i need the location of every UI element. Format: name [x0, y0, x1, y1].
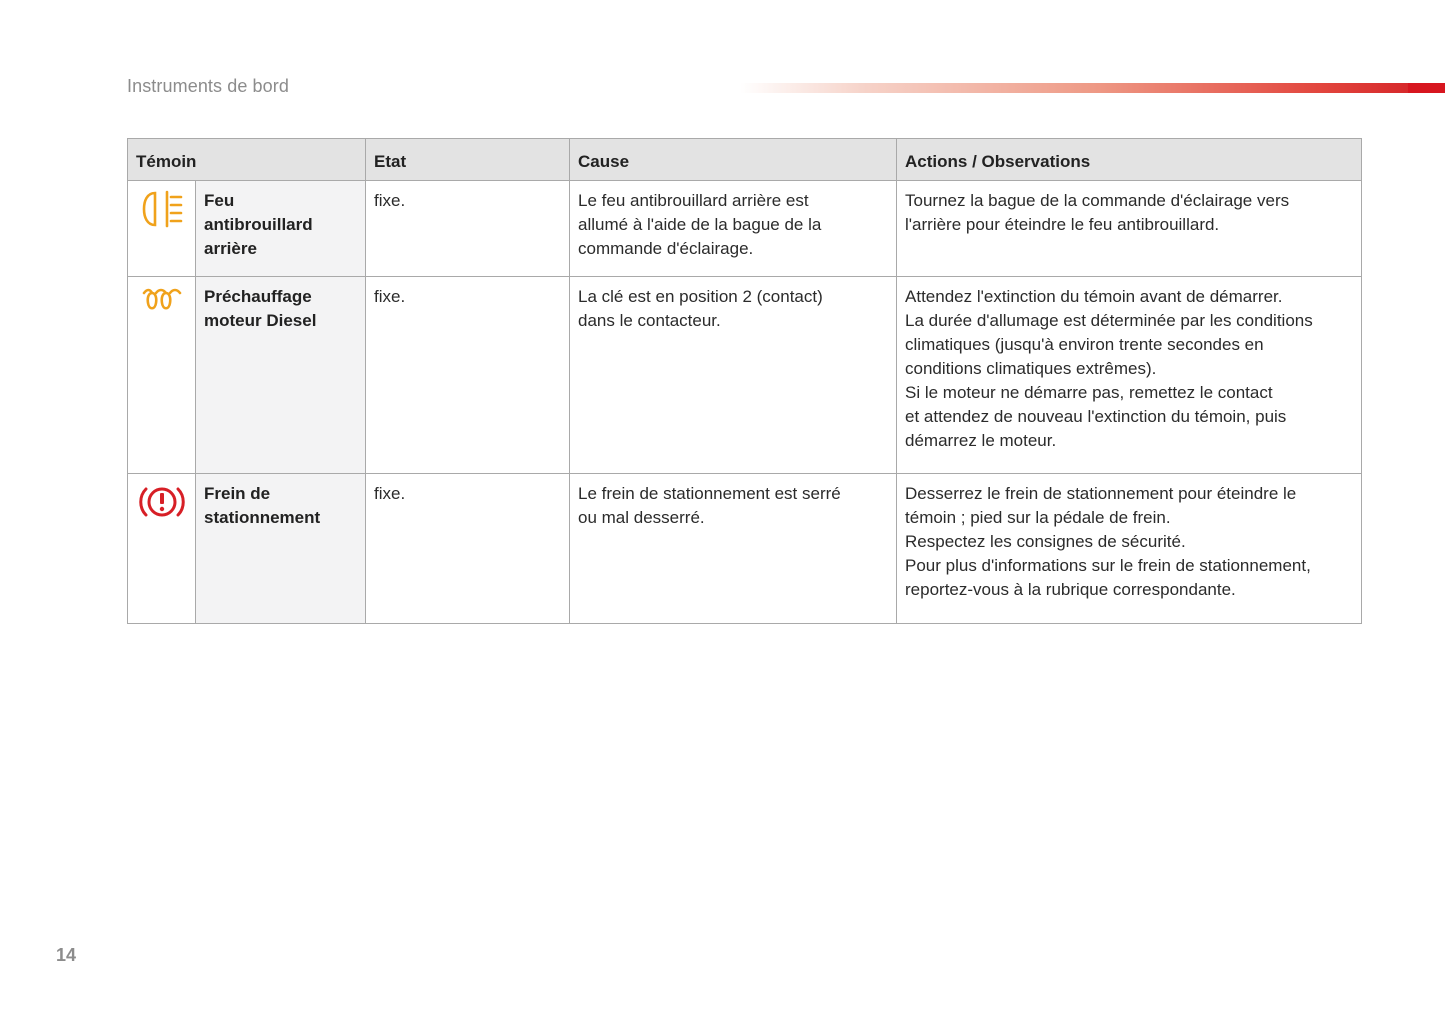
column-header-etat: Etat — [366, 139, 570, 181]
indicator-name: Frein de stationnement — [196, 474, 366, 624]
table-row — [128, 277, 1362, 474]
indicator-actions: Attendez l'extinction du témoin avant de démarrer. La durée d'allumage est déterminée par les conditions climatiques (jusqu'à environ trente secondes en conditions climatiques extrêmes). Si le moteur ne démarre pas, remettez le contact et attendez de nouveau l'extinction du témoin, puis démarrez le moteur. — [897, 277, 1362, 474]
parking-brake-icon — [136, 482, 187, 522]
indicator-cause: La clé est en position 2 (contact) dans le contacteur. — [570, 277, 897, 474]
column-header-temoin: Témoin — [128, 139, 366, 181]
section-title: Instruments de bord — [127, 76, 289, 96]
header-accent-bar — [740, 83, 1445, 93]
table-header-row — [128, 139, 1362, 181]
indicator-name: Feu antibrouillard arrière — [196, 181, 366, 277]
indicator-cause: Le feu antibrouillard arrière est allumé à l'aide de la bague de la commande d'éclairage. — [570, 181, 897, 277]
indicator-icon-cell — [128, 474, 196, 624]
indicator-state: fixe. — [366, 181, 570, 277]
indicator-table — [127, 138, 1362, 624]
indicator-actions: Desserrez le frein de stationnement pour éteindre le témoin ; pied sur la pédale de frein. Respectez les consignes de sécurité. Pour plus d'informations sur le frein de stationnement, reportez-vous à la rubrique correspondante. — [897, 474, 1362, 624]
table-row — [128, 181, 1362, 277]
page-number: 14 — [56, 945, 77, 965]
indicator-state: fixe. — [366, 277, 570, 474]
table-row — [128, 474, 1362, 624]
indicator-icon-cell — [128, 277, 196, 474]
indicator-name: Préchauffage moteur Diesel — [196, 277, 366, 474]
indicator-cause: Le frein de stationnement est serré ou mal desserré. — [570, 474, 897, 624]
indicator-state: fixe. — [366, 474, 570, 624]
header-accent-bar-end — [1408, 83, 1445, 93]
rear-fog-light-icon — [136, 189, 187, 229]
indicator-icon-cell — [128, 181, 196, 277]
column-header-cause: Cause — [570, 139, 897, 181]
column-header-actions: Actions / Observations — [897, 139, 1362, 181]
diesel-preheating-icon — [136, 285, 187, 321]
indicator-actions: Tournez la bague de la commande d'éclairage vers l'arrière pour éteindre le feu antibrouillard. — [897, 181, 1362, 277]
